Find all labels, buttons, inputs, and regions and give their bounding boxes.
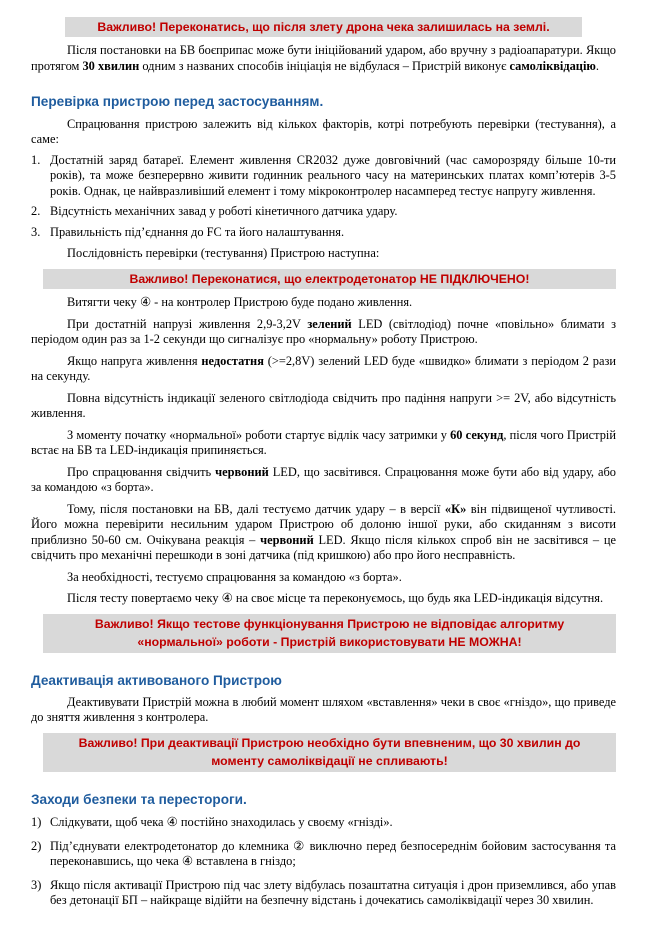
step-paragraph: Повна відсутність індикації зеленого світлодіода свідчить про падіння напруги >= 2V, або відсутність живлення. — [31, 390, 616, 421]
factors-list — [31, 153, 616, 241]
step-paragraph: При достатній напрузі живлення 2,9-3,2V зелений LED (світлодіод) почне «повільно» блимати з періодом один раз за 1-2 секунди що сигналізує про «нормальну» роботу Пристрою. — [31, 316, 616, 347]
step-paragraph: Якщо напруга живлення недостатня (>=2,8V) зелений LED буде «швидко» блимати з періодом 2 рази на секунду. — [31, 353, 616, 384]
notice-chain-on-ground: Важливо! Переконатись, що після злету дрона чека залишилась на землі. — [65, 17, 582, 37]
list-marker: 2) — [31, 838, 42, 853]
list-item-text: Слідкувати, щоб чека ④ постійно знаходилась у своєму «гнізді». — [50, 815, 393, 830]
step-paragraph: Тому, після постановки на БВ, далі тестуємо датчик удару – в версії «К» він підвищеної чутливості. Його можна перевірити несильним ударом Пристрою об долоню іншої руки, або скиданням з висоти приблизно 50-60 см. Очікувана реакція – червоний LED. Якщо після кількох спроб він не засвітився – це свідчить про механічні перешкоди в зоні датчика (під кришкою) або про його несправність. — [31, 501, 616, 563]
list-marker: 1) — [31, 815, 42, 830]
step-paragraph: Про спрацювання свідчить червоний LED, що засвітився. Спрацювання може бути або від удару, або за командою «з борта». — [31, 464, 616, 495]
list-item-text: Правильність під’єднання до FC та його налаштування. — [50, 224, 345, 239]
intro-paragraph: Після постановки на БВ боєприпас може бути ініційований ударом, або вручну з радіоапаратури. Якщо протягом 30 хвилин одним з названих способів ініціація не відбулася – Пристрій виконує самоліквідацію. — [31, 43, 616, 73]
list-item-text: Якщо після активації Пристрою під час злету відбулась позаштатна ситуація і дрон приземлився, або упав без детонації БП – найкраще відійти на безпечну відстань і дочекатись самоліквідації через 30 хвилин. — [50, 877, 616, 908]
step-paragraph: За необхідності, тестуємо спрацювання за командою «з борта». — [67, 569, 402, 584]
section-title-safety: Заходи безпеки та перестороги. — [31, 791, 247, 807]
list-item-text: Під’єднувати електродетонатор до клемника ② виключно перед безпосереднім бойовим застосування та переконавшись, що чека ④ вставлена в гніздо; — [50, 838, 616, 869]
check-lead-paragraph: Спрацювання пристрою залежить від кількох факторів, котрі потребують перевірки (тестування), а саме: — [31, 116, 616, 147]
list-item — [31, 225, 616, 241]
list-item — [31, 204, 616, 220]
sequence-intro-paragraph: Послідовність перевірки (тестування) Пристрою наступна: — [67, 246, 380, 261]
section-title-check: Перевірка пристрою перед застосуванням. — [31, 94, 324, 110]
step-paragraph: Витягти чеку ④ - на контролер Пристрою буде подано живлення. — [67, 295, 413, 310]
notice-do-not-use: Важливо! Якщо тестове функціонування Пристрою не відповідає алгоритму «нормальної» роботи - Пристрій використовувати НЕ МОЖНА! — [43, 614, 616, 653]
list-marker: 2. — [31, 204, 41, 219]
list-item — [31, 878, 616, 909]
list-marker: 3) — [31, 877, 42, 892]
section-title-deactivation: Деактивація активованого Пристрою — [31, 672, 282, 688]
step-paragraph: З моменту початку «нормальної» роботи стартує відлік часу затримки у 60 секунд, після чого Пристрій встає на БВ та LED-індикація припиняється. — [31, 427, 616, 458]
list-item-text: Достатній заряд батареї. Елемент живлення CR2032 дуже довговічний (час саморозряду більше 10-ти років), та може безперервно живити годинник реального часу на материнських платах комп’ютерів 3-5 років. Однак, це найвразливіший елемент і тому мікроконтролер насамперед тестує напругу живлення. — [50, 152, 616, 198]
list-item — [31, 153, 616, 200]
step-paragraph: Після тесту повертаємо чеку ④ на своє місце та переконуємось, що будь яка LED-індикація відсутня. — [67, 591, 604, 606]
deactivation-paragraph: Деактивувати Пристрій можна в любий момент шляхом «вставлення» чеки в своє «гніздо», що приведе до зняття живлення з контролера. — [31, 694, 616, 725]
notice-detonator-not-connected: Важливо! Переконатися, що електродетонатор НЕ ПІДКЛЮЧЕНО! — [43, 269, 616, 289]
list-item — [31, 815, 616, 831]
safety-list — [31, 815, 616, 909]
list-marker: 3. — [31, 224, 41, 239]
list-item — [31, 839, 616, 870]
list-item-text: Відсутність механічних завад у роботі кінетичного датчика удару. — [50, 204, 398, 219]
notice-self-destruct-timer: Важливо! При деактивації Пристрою необхідно бути впевненим, що 30 хвилин до моменту самоліквідації не спливають! — [43, 733, 616, 772]
list-marker: 1. — [31, 152, 41, 167]
